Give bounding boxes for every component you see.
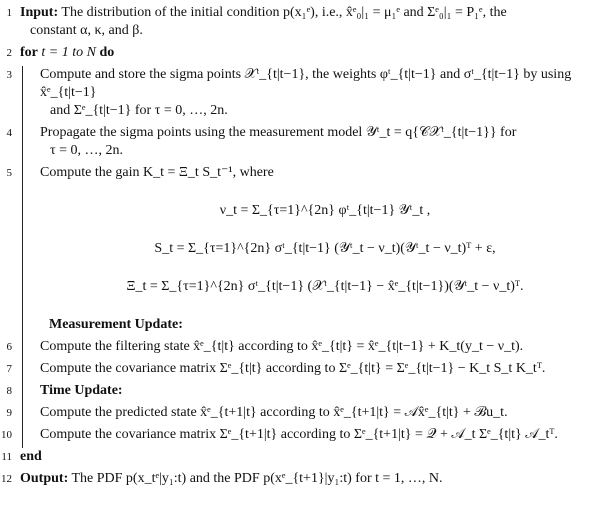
line-number: 3 [6,69,12,81]
measurement-update-heading: Measurement Update: [49,317,183,332]
algorithm-line-12 [0,470,610,492]
step-4 [22,124,610,164]
step-3 [22,66,610,124]
for-loop-body [0,66,610,448]
end-keyword: end [20,449,42,464]
algorithm-line-2 [0,44,610,66]
algorithm-line-9 [0,404,610,426]
output-text: The PDF p(x_tᵉ|y₁:t) and the PDF p(xᵉ_{t+1}|y₁:t) for t = 1, …, N. [68,471,443,486]
for-keyword: for [20,45,38,60]
output-line [20,470,610,492]
step-4-continuation: τ = 0, …, 2n. [50,143,124,158]
algorithm-line-7 [0,360,610,382]
algorithm-line-4 [0,124,610,164]
algorithm-line-6 [0,338,610,360]
line-number: 5 [6,167,12,179]
line-number: 7 [6,363,12,375]
step-5-text: Compute the gain K_t = Ξ_t S_t⁻¹, where [40,165,274,180]
for-line [20,44,610,66]
step-10-text: Compute the covariance matrix Σᵉ_{t+1|t} according to Σᵉ_{t+1|t} = 𝒬 + 𝒜_t Σᵉ_{t|t} 𝒜_tᵀ. [22,426,610,448]
line-number: 10 [1,429,12,441]
algorithm-line-3 [0,66,610,124]
time-update-heading: Time Update: [22,382,610,404]
line-number: 9 [6,407,12,419]
line-number: 2 [6,47,12,59]
input-continuation: constant α, κ, and β. [30,23,143,38]
line-number: 4 [6,127,12,139]
equation-s: S_t = Σ_{τ=1}^{2n} σᵗ_{t|t−1} (𝒴ᵗ_t − ν_t)(𝒴ᵗ_t − ν_t)ᵀ + ε, [154,241,496,256]
for-range: t = 1 to N [37,45,100,60]
equation-xi: Ξ_t = Σ_{τ=1}^{2n} σᵗ_{t|t−1} (𝒳ᵗ_{t|t−1} − x̂ᵉ_{t|t−1})(𝒴ᵗ_t − ν_t)ᵀ. [126,279,524,294]
output-keyword: Output: [20,471,69,486]
input-keyword: Input: [20,5,59,20]
equation-nu: ν_t = Σ_{τ=1}^{2n} φᵗ_{t|t−1} 𝒴ᵗ_t , [219,203,431,218]
do-keyword: do [99,45,115,60]
input-line [20,4,610,44]
step-3-text: Compute and store the sigma points 𝒳ᵗ_{t|t−1}, the weights φᵗ_{t|t−1} and σᵗ_{t|t−1} by using x̂ᵉ_{t|t−1} [40,67,572,100]
line-number: 11 [1,451,12,463]
step-3-continuation: and Σᵉ_{t|t−1} for τ = 0, …, 2n. [50,103,228,118]
step-6-text: Compute the filtering state x̂ᵉ_{t|t} according to x̂ᵉ_{t|t} = x̂ᵉ_{t|t−1} + K_t(y_t − ν_t). [22,338,610,360]
algorithm-line-8 [0,382,610,404]
algorithm-line-1 [0,4,610,44]
input-text: The distribution of the initial condition p(x₁ᵉ), i.e., x̂ᵉ₀|₁ = μ₁ᵉ and Σᵉ₀|₁ = P₁ᵉ, the [58,5,507,20]
algorithm-line-11 [0,448,610,470]
step-7-text: Compute the covariance matrix Σᵉ_{t|t} according to Σᵉ_{t|t} = Σᵉ_{t|t−1} − K_t S_t K_tᵀ. [22,360,610,382]
line-number: 8 [6,385,12,397]
line-number: 1 [6,7,12,19]
step-9-text: Compute the predicted state x̂ᵉ_{t+1|t} according to x̂ᵉ_{t+1|t} = 𝒜x̂ᵉ_{t|t} + ℬu_t. [22,404,610,426]
line-number: 12 [1,473,12,485]
algorithm-line-5 [0,164,610,338]
gain-equations [40,182,610,316]
step-5 [22,164,610,338]
algorithm-line-10 [0,426,610,448]
line-number: 6 [6,341,12,353]
step-4-text: Propagate the sigma points using the measurement model 𝒴ᵗ_t = q{𝒞𝒳ᵗ_{t|t−1}} for [40,125,517,140]
